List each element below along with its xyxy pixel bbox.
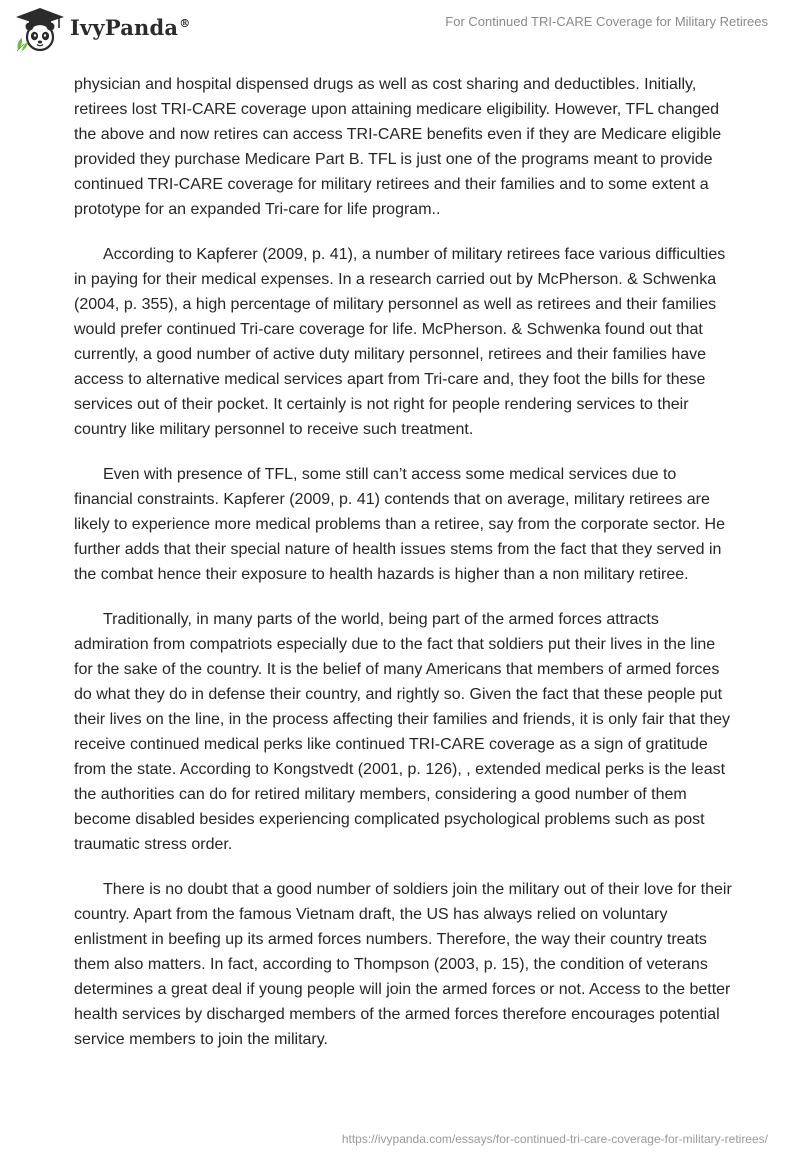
paragraph: Even with presence of TFL, some still can’t access some medical services due to financial constraints. Kapferer (2009, p. 41) contends that on average, military retirees are likely to experience more medical problems than a retiree, say from the corporate sector. He further adds that their special nature of health issues stems from the fact that they served in the combat hence their exposure to health hazards is higher than a non military retiree.: [74, 466, 725, 583]
brand-logo[interactable]: [14, 6, 190, 52]
paragraph: physician and hospital dispensed drugs as well as cost sharing and deductibles. Initially, retirees lost TRI-CARE coverage upon attaining medicare eligibility. However, TFL changed the above and now retires can access TRI-CARE benefits even if they are Medicare eligible provided they purchase Medicare Part B. TFL is just one of the programs meant to provide continued TRI-CARE coverage for military retirees and their families and to some extent a prototype for an expanded Tri-care for life program..: [74, 76, 722, 218]
paragraph: According to Kapferer (2009, p. 41), a number of military retirees face various difficulties in paying for their medical expenses. In a research carried out by McPherson. & Schwenka (2004, p. 355), a high percentage of military personnel as well as retirees and their families would prefer continued Tri-care coverage for life. McPherson. & Schwenka found out that currently, a good number of active duty military personnel, retirees and their families have access to alternative medical services apart from Tri-care and, they foot the bills for these services out of their pocket. It certainly is not right for people rendering services to their country like military personnel to receive such treatment.: [74, 246, 726, 438]
page-header: [0, 0, 800, 60]
paragraph: There is no doubt that a good number of soldiers join the military out of their love for their country. Apart from the famous Vietnam draft, the US has always relied on voluntary enlistment in beefing up its armed forces numbers. Therefore, the way their country treats them also matters. In fact, according to Thompson (2003, p. 15), the condition of veterans determines a great deal if young people will join the armed forces or not. Access to the better health services by discharged members of the armed forces therefore encourages potential service members to join the military.: [74, 881, 732, 1048]
essay-body: [74, 72, 734, 1072]
paragraph: Traditionally, in many parts of the world, being part of the armed forces attracts admiration from compatriots especially due to the fact that soldiers put their lives in the line for the sake of the country. It is the belief of many Americans that members of armed forces do what they do in defense their country, and rightly so. Given the fact that these people put their lives on the line, in the process affecting their families and friends, it is only fair that they receive continued medical perks like continued TRI-CARE coverage as a sign of gratitude from the state. According to Kongstvedt (2001, p. 126), , extended medical perks is the least the authorities can do for retired military members, considering a good number of them become disabled besides experiencing complicated psychological problems such as post traumatic stress order.: [74, 611, 731, 853]
panda-graduate-icon: [14, 6, 66, 52]
source-url[interactable]: https://ivypanda.com/essays/for-continued-tri-care-coverage-for-military-retirees/: [341, 1132, 768, 1146]
brand-name: IvyPanda®: [70, 14, 191, 40]
registered-mark: ®: [179, 16, 191, 30]
document-title: For Continued TRI-CARE Coverage for Military Retirees: [445, 14, 768, 29]
